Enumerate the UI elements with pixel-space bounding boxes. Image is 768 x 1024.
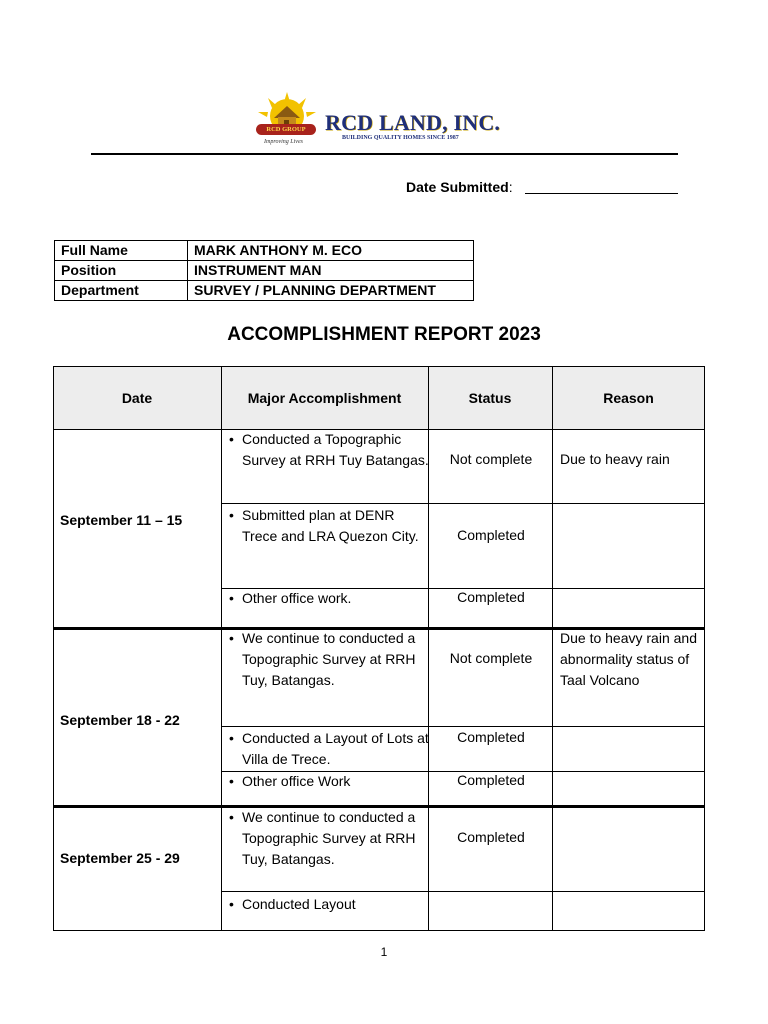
bullet-icon: •	[229, 809, 234, 825]
accomplishment-cell: • We continue to conducted a Topographic Survey at RRH Tuy, Batangas.	[229, 809, 416, 867]
status-cell: Completed	[457, 772, 525, 788]
bullet-icon: •	[229, 431, 234, 447]
header-accomplishment: Major Accomplishment	[247, 389, 402, 406]
header-rule	[91, 153, 678, 155]
date-submitted-label: Date Submitted:	[406, 179, 513, 195]
grid-line	[221, 503, 705, 504]
reason-cell: Due to heavy rain and abnormality status of Taal Volcano	[560, 630, 697, 688]
grid-line	[53, 930, 705, 931]
logo-motto: Improving Lives	[264, 139, 303, 145]
week-date: September 11 – 15	[60, 512, 183, 528]
grid-line	[53, 366, 54, 931]
grid-line	[53, 366, 705, 367]
bullet-icon: •	[229, 630, 234, 646]
status-cell: Completed	[457, 589, 525, 605]
header-status: Status	[468, 389, 512, 406]
bullet-icon: •	[229, 507, 234, 523]
table-row	[55, 261, 474, 281]
bullet-icon: •	[229, 896, 234, 912]
info-key: Position	[55, 261, 188, 281]
date-submitted-blank	[525, 193, 678, 194]
company-name: RCD LAND, INC.	[325, 110, 501, 135]
grid-line	[221, 891, 705, 892]
accomplishment-cell: • Conducted Layout	[229, 894, 431, 915]
company-tagline: BUILDING QUALITY HOMES SINCE 1987	[342, 135, 459, 141]
employee-info-table	[54, 240, 474, 301]
info-value: SURVEY / PLANNING DEPARTMENT	[188, 281, 474, 301]
status-cell: Completed	[457, 527, 525, 543]
status-cell: Completed	[457, 729, 525, 745]
bullet-icon: •	[229, 773, 234, 789]
accomplishment-table	[53, 366, 705, 931]
status-cell: Not complete	[449, 650, 533, 666]
info-value: INSTRUMENT MAN	[188, 261, 474, 281]
accomplishment-cell: • Conducted a Topographic Survey at RRH Tuy Batangas.	[229, 431, 429, 468]
logo-badge: RCD GROUP	[256, 124, 316, 135]
accomplishment-cell: • Other office Work	[229, 771, 431, 792]
accomplishment-cell: • Submitted plan at DENR Trece and LRA Quezon City.	[229, 507, 419, 544]
header-reason: Reason	[603, 389, 654, 406]
table-row	[55, 241, 474, 261]
page-number: 1	[380, 945, 388, 959]
bullet-icon: •	[229, 730, 234, 746]
info-value: MARK ANTHONY M. ECO	[188, 241, 474, 261]
status-cell: Completed	[457, 829, 525, 845]
header-date: Date	[121, 389, 153, 406]
grid-line	[704, 366, 705, 931]
reason-cell: Due to heavy rain	[560, 451, 670, 467]
accomplishment-cell: • We continue to conducted a Topographic Survey at RRH Tuy, Batangas.	[229, 630, 416, 688]
status-cell: Not complete	[449, 451, 533, 467]
report-title: ACCOMPLISHMENT REPORT 2023	[227, 324, 541, 345]
week-date: September 18 - 22	[60, 712, 180, 728]
info-key: Full Name	[55, 241, 188, 261]
grid-line	[221, 366, 222, 931]
table-row	[55, 281, 474, 301]
accomplishment-cell: • Conducted a Layout of Lots at Villa de Trece.	[229, 730, 429, 767]
info-key: Department	[55, 281, 188, 301]
bullet-icon: •	[229, 590, 234, 606]
company-logo	[252, 90, 502, 150]
week-date: September 25 - 29	[60, 850, 180, 866]
accomplishment-cell: • Other office work.	[229, 588, 431, 609]
